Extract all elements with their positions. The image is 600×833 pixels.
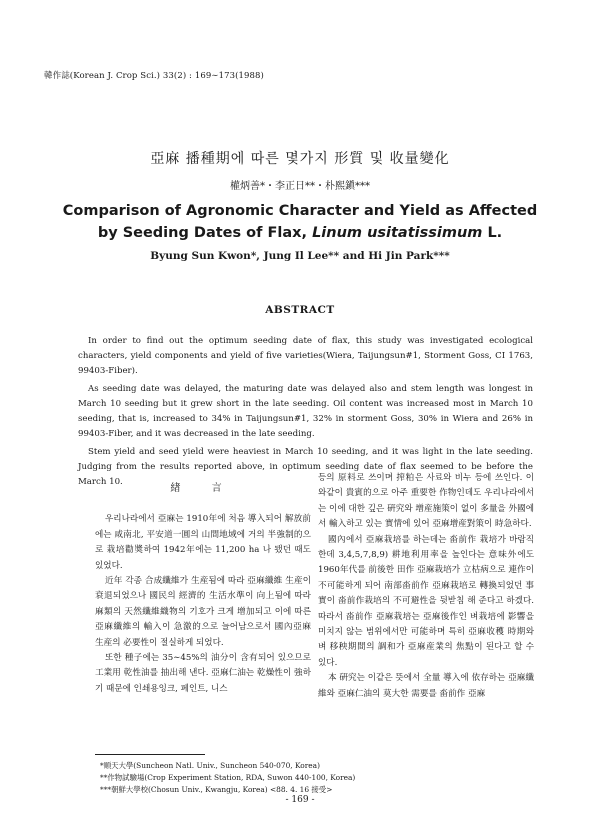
english-title-prefix: by Seeding Dates of Flax, [97,225,313,241]
journal-citation: 韓作誌(Korean J. Crop Sci.) 33(2) : 169∼173(1988) [44,71,264,81]
footnote-rule [95,754,205,755]
footnotes [100,760,355,796]
right-column [318,471,534,702]
species-name: Linum usitatissimum [312,225,483,241]
footnote: ***朝鮮大學校(Chosun Univ., Kwangju, Korea) <88. 4. 16 接受> [100,785,333,794]
english-title-line2 [0,222,600,244]
korean-title: 亞麻 播種期에 따른 몇가지 形質 및 收量變化 [150,151,450,167]
footnote: *順天大學(Suncheon Natl. Univ., Suncheon 540-070, Korea) [100,761,320,770]
section-heading: 緖 言 [170,483,236,494]
korean-authors: 權炳善*・李正日**・朴熙鎭*** [230,181,370,192]
abstract-paragraph: Stem yield and seed yield were heaviest in March 10 seeding, and it was light in the late seeding. Judging from the results reported above, in optimum seeding date of flax seemed to be before the March 10. [78,447,533,487]
english-title [0,200,600,244]
body-paragraph: 우리나라에서 亞麻는 1910年에 처음 導入되어 解放前에는 咸南北, 平安道一圓의 山間地域에 거의 半強制的으로 栽培勸奬하여 1942年에는 11,200 ha 나 됐던 때도 있었다. [95,514,311,571]
abstract-paragraph: In order to find out the optimum seeding date of flax, this study was investigated ecological characters, yield components and yield of five varieties(Wiera, Taijungsun#1, Storment Goss, CI 1763, 99403-Fiber). [78,336,533,376]
body-paragraph: 近年 각종 合成纖維가 生産됨에 따라 亞麻纖維 生産이 衰退되었으나 國民의 經濟的 生活水準이 向上됨에 따라 麻類의 天然纖維織物의 기호가 크게 增加되고 이에 따른 亞麻纖維의 輸入이 急激的으로 늘어남으로서 國內亞麻 生産의 必要性이 절실하게 되었다. [95,576,311,648]
english-title-line1: Comparison of Agronomic Character and Yield as Affected [62,203,538,219]
body-paragraph: 國內에서 亞麻栽培를 하는데는 畓前作 栽培가 바람직한데 3,4,5,7,8,9) 耕地利用率을 높인다는 意味外에도 1960年代를 前後한 田作 亞麻栽培가 立枯病으로 連作이 不可能하게 되어 南部畓前作 亞麻栽培로 轉換되었던 事實이 畓前作栽培의 不可避性을 뒷받침 해 준다고 하겠다. 따라서 畓前作 亞麻栽培는 亞麻後作인 벼栽培에 影響을 미치지 않는 범위에서만 可能하며 특히 亞麻收穫 時期와 벼 移秧期間의 調和가 亞麻産業의 焦點이 된다고 할 수 있다. [318,534,534,668]
abstract-body [78,334,533,493]
body-paragraph: 本 硏究는 이같은 뜻에서 全量 導入에 依存하는 亞麻纖維와 亞麻仁油의 莫大한 需要를 畓前作 亞麻 [318,673,534,699]
footnote: **作物試驗場(Crop Experiment Station, RDA, Suwon 440-100, Korea) [100,773,356,782]
page-number: - 169 - [285,795,315,805]
abstract-paragraph: As seeding date was delayed, the maturing date was delayed also and stem length was longest in March 10 seeding but it grew short in the late seeding. Oil content was increased most in March 10 seeding, that is, increased to 34% in Taijungsun#1, 32% in storment Goss, 30% in Wiera and 26% in 99403-Fiber, and it was decreased in the late seeding. [78,384,533,439]
english-authors: Byung Sun Kwon*, Jung Il Lee** and Hi Jin Park*** [150,250,450,262]
body-paragraph: 등의 原料로 쓰이며 搾粕은 사료와 비누 등에 쓰인다. 이와같이 貴賓的으로 아주 重要한 作物인데도 우리나라에서는 이에 대한 깊은 硏究와 增産施策이 없이 多量을 外國에서 輸入하고 있는 實情에 있어 亞麻增産對策이 時急하다. [318,473,534,530]
body-paragraph: 또한 種子에는 35∼45%의 油分이 含有되어 있으므로 工業用 乾性油를 抽出해 낸다. 亞麻仁油는 乾燥性이 強하기 때문에 인쇄용잉크, 페인트, 니스 [95,653,311,694]
abstract-heading: ABSTRACT [265,304,335,316]
left-column [95,471,311,697]
english-title-suffix: L. [482,225,503,241]
